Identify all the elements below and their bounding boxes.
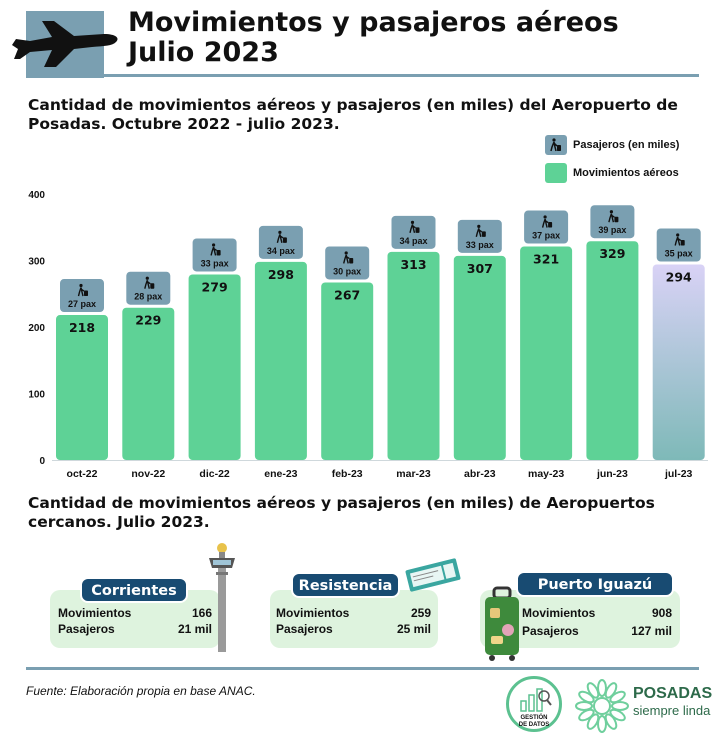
bar-value-label: 229 <box>135 312 162 328</box>
legend-item-passengers <box>545 134 679 156</box>
card-value: 25 mil <box>396 622 431 636</box>
bar-feb-23 <box>321 282 373 460</box>
card-value: 908 <box>651 606 672 620</box>
y-tick-label: 0 <box>39 456 45 467</box>
airplane-icon <box>12 19 122 69</box>
passenger-label: 35 pax <box>664 248 693 259</box>
y-tick-label: 400 <box>28 190 45 201</box>
gestion-datos-chart-icon <box>518 685 552 713</box>
source-note: Fuente: Elaboración propia en base ANAC. <box>26 684 256 698</box>
passenger-label: 33 pax <box>200 258 229 269</box>
y-tick-label: 200 <box>28 323 45 334</box>
y-tick-label: 100 <box>28 389 45 401</box>
card-value: 166 <box>191 606 212 620</box>
x-tick-label: oct-22 <box>66 468 98 480</box>
bar-dic-22 <box>189 274 241 460</box>
suitcase-icon <box>482 586 522 662</box>
card-value: 259 <box>410 606 431 620</box>
x-tick-label: may-23 <box>527 468 565 480</box>
airport-name-resistencia: Resistencia <box>291 572 400 598</box>
y-tick-label: 300 <box>28 256 45 268</box>
bar-value-label: 298 <box>267 266 294 282</box>
passenger-icon <box>545 135 567 155</box>
bar-jun-23 <box>586 241 638 460</box>
passenger-label: 39 pax <box>598 225 627 236</box>
page-title: Movimientos y pasajeros aéreos Julio 2023 <box>128 7 619 68</box>
x-tick-label: abr-23 <box>464 468 496 480</box>
bar-value-label: 307 <box>466 260 493 276</box>
x-tick-label: ene-23 <box>264 468 298 480</box>
passenger-badge <box>392 216 436 249</box>
passenger-label: 33 pax <box>465 239 494 250</box>
card-label: Pasajeros <box>522 624 579 638</box>
bar-nov-22 <box>122 308 174 460</box>
airport-name-corrientes: Corrientes <box>80 577 188 603</box>
card-value: 127 mil <box>631 624 672 638</box>
x-tick-label: jul-23 <box>664 468 693 480</box>
x-tick-label: mar-23 <box>396 468 431 480</box>
card-label: Pasajeros <box>276 622 333 636</box>
card-label: Movimientos <box>522 606 596 620</box>
bar-mar-23 <box>388 252 440 460</box>
passenger-badge <box>458 220 502 253</box>
x-tick-label: nov-22 <box>131 468 166 480</box>
x-tick-label: dic-22 <box>199 468 230 480</box>
bar-value-label: 321 <box>533 251 560 267</box>
header-plane-box <box>26 11 104 78</box>
bar-value-label: 313 <box>400 256 427 272</box>
bar-oct-22 <box>56 315 108 460</box>
card-label: Pasajeros <box>58 622 115 636</box>
posadas-tagline: siempre linda <box>633 703 711 718</box>
posadas-flower-logo <box>574 678 630 734</box>
passenger-badge <box>259 226 303 259</box>
passenger-badge <box>657 228 701 261</box>
airports-title: Cantidad de movimientos aéreos y pasajeros (en miles) de Aeropuertos cercanos. Julio 2023. <box>28 494 655 531</box>
control-tower-icon <box>205 542 239 652</box>
gestion-datos-logo <box>506 676 562 732</box>
boarding-pass-icon <box>403 554 463 596</box>
passenger-label: 28 pax <box>134 291 163 302</box>
chart-title: Cantidad de movimientos aéreos y pasajeros (en miles) del Aeropuerto de Posadas. Octubre 2022 - julio 2023. <box>28 96 678 133</box>
bar-jul-23 <box>653 264 705 460</box>
passenger-label: 27 pax <box>67 299 97 310</box>
passenger-badge <box>126 272 170 305</box>
legend-label-movements: Movimientos aéreos <box>573 167 679 179</box>
bar-value-label: 294 <box>665 269 692 285</box>
x-tick-label: feb-23 <box>331 468 363 480</box>
passenger-badge <box>524 211 568 244</box>
passenger-label: 37 pax <box>532 230 561 241</box>
bar-value-label: 267 <box>334 287 361 303</box>
posadas-name: POSADAS <box>633 685 713 702</box>
bar-may-23 <box>520 247 572 460</box>
bar-value-label: 329 <box>599 246 626 262</box>
passenger-label: 34 pax <box>266 245 295 256</box>
airport-name-puerto-iguazu: Puerto Iguazú <box>516 571 674 597</box>
gestion-datos-text: GESTIÓN DE DATOS <box>518 715 550 728</box>
passenger-badge <box>60 279 104 312</box>
bar-ene-23 <box>255 262 307 460</box>
footer-divider <box>26 667 699 670</box>
x-tick-label: jun-23 <box>596 468 628 480</box>
bar-value-label: 218 <box>68 320 96 336</box>
airport-card-resistencia <box>270 590 438 648</box>
passenger-badge <box>325 246 369 279</box>
card-label: Movimientos <box>276 606 350 620</box>
bar-value-label: 279 <box>201 279 228 295</box>
passenger-label: 30 pax <box>333 266 362 277</box>
card-value: 21 mil <box>177 622 212 636</box>
passenger-badge <box>193 238 237 271</box>
card-label: Movimientos <box>58 606 132 620</box>
bar-chart <box>0 180 728 480</box>
passenger-badge <box>590 205 634 238</box>
passenger-label: 34 pax <box>399 235 428 246</box>
legend-label-passengers: Pasajeros (en miles) <box>573 139 680 151</box>
bar-abr-23 <box>454 256 506 460</box>
title-divider <box>104 74 699 77</box>
